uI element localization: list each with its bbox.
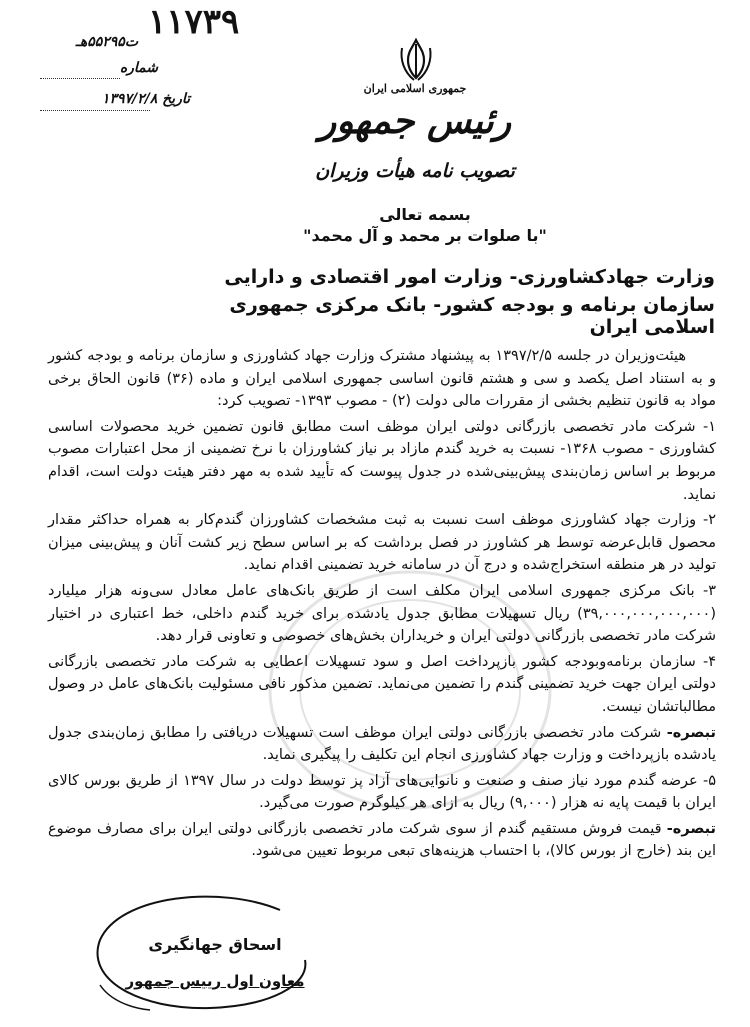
note-2-label: تبصره- (666, 820, 716, 837)
article-1: ۱- شرکت مادر تخصصی بازرگانی دولتی ایران موظف است مطابق قانون تضمین خرید محصولات اساسی کشاورزی - مصوب ۱۳۶۸- نسبت به خرید گندم مازاد بر نیاز کشاورزان با نرخ تضمینی از محل اعتبارات مصوب مربوط بر اساس زمان‌بندی پیش‌بینی‌شده در جدول پیوست که تأیید شده به مهر دفتر هیئت دولت است، اقدام نماید. (48, 418, 716, 503)
intro-paragraph: هیئت‌وزیران در جلسه ۱۳۹۷/۲/۵ به پیشنهاد مشترک وزارت جهاد کشاورزی و سازمان برنامه و بودجه کشور و به استناد اصل یکصد و سی و هشتم قانون اساسی جمهوری اسلامی ایران و ماده (۳۶) قانون الحاق برخی مواد به قانون تنظیم بخشی از مقررات مالی دولت (۲) - مصوب ۱۳۹۳- تصویب کرد: (48, 348, 716, 410)
date-dotted-line (40, 110, 150, 111)
decree-body (48, 345, 716, 866)
number-dotted-line (40, 78, 120, 79)
header-republic: جمهوری اسلامی ایران (363, 82, 467, 95)
note-2-text: قیمت فروش مستقیم گندم از سوی شرکت مادر تخصصی بازرگانی دولتی ایران برای مصارف موضوع این بند (خارج از بورس کالا)، با احتساب هزینه‌های تبعی مربوط تعیین می‌شود. (48, 820, 716, 860)
salavat: "با صلوات بر محمد و آل محمد" (303, 226, 547, 245)
letter-number: ت۵۵۲۹۵هـ (75, 34, 138, 50)
iran-emblem-icon (398, 38, 434, 82)
note-1-label: تبصره- (666, 724, 716, 741)
registration-number: ۱۱۷۳۹ (148, 2, 240, 42)
number-label: شماره (119, 60, 158, 76)
note-2 (48, 818, 716, 863)
article-3: ۳- بانک مرکزی جمهوری اسلامی ایران مکلف است از طریق بانک‌های عامل معادل سی‌ونه هزار میلیارد (۳۹,۰۰۰,۰۰۰,۰۰۰,۰۰۰) ریال تسهیلات مطابق جدول یادشده برای خرید گندم داخلی، خط اعتباری در اختیار شرکت مادر تخصصی بازرگانی دولتی ایران و خریداران بخش‌های خصوصی و تعاونی قرار دهد. (48, 582, 716, 645)
date-value: ۱۳۹۷/۲/۸ (101, 91, 158, 107)
addressees-line-2: سازمان برنامه و بودجه کشور- بانک مرکزی جمهوری اسلامی ایران (229, 294, 715, 338)
date-label (40, 91, 190, 107)
article-5: ۵- عرضه گندم مورد نیاز صنف و صنعت و نانوایی‌های آزاد پز توسط دولت در سال ۱۳۹۷ از طریق بورس کالای ایران با قیمت پایه نه هزار (۹,۰۰۰) ریال به ازای هر کیلوگرم صورت می‌گیرد. (48, 772, 716, 812)
note-1-text: شرکت مادر تخصصی بازرگانی دولتی ایران موظف است تسهیلات دریافتی را مطابق زمان‌بندی جدول یادشده بازپرداخت و وزارت جهاد کشاورزی انجام این تکلیف را پیگیری نماید. (48, 724, 716, 764)
article-4: ۴- سازمان برنامه‌وبودجه کشور بازپرداخت اصل و سود تسهیلات اعطایی به شرکت مادر تخصصی بازرگانی دولتی ایران جهت خرید تضمینی گندم را تضمین می‌نماید. تضمین مذکور نافی مسئولیت بانک‌های عامل در وصول مطالباتشان نیست. (48, 653, 716, 715)
signatory-name: اسحاق جهانگیری (148, 935, 282, 954)
header-office: رئیس جمهور (318, 100, 512, 142)
article-2: ۲- وزارت جهاد کشاورزی موظف است نسبت به ثبت مشخصات کشاورزان گندم‌کار به همراه حداکثر مقدار محصول قابل‌عرضه توسط هر کشاورز در فصل برداشت که بر اساس سطح زیر کشت آنان و پیش‌بینی میزان تولید در هر منطقه استخراج‌شده و درج آن در سامانه خرید تضمینی اقدام نماید. (48, 512, 716, 574)
signatory-title: معاون اول رییس جمهور (125, 972, 305, 990)
addressees-line-1: وزارت جهادکشاورزی- وزارت امور اقتصادی و دارایی (224, 266, 715, 288)
header-subtitle: تصویب نامه هیأت وزیران (315, 160, 515, 182)
date-label-text: تاریخ (162, 91, 190, 107)
basmala: بسمه تعالی (379, 205, 471, 224)
note-1 (48, 722, 716, 767)
